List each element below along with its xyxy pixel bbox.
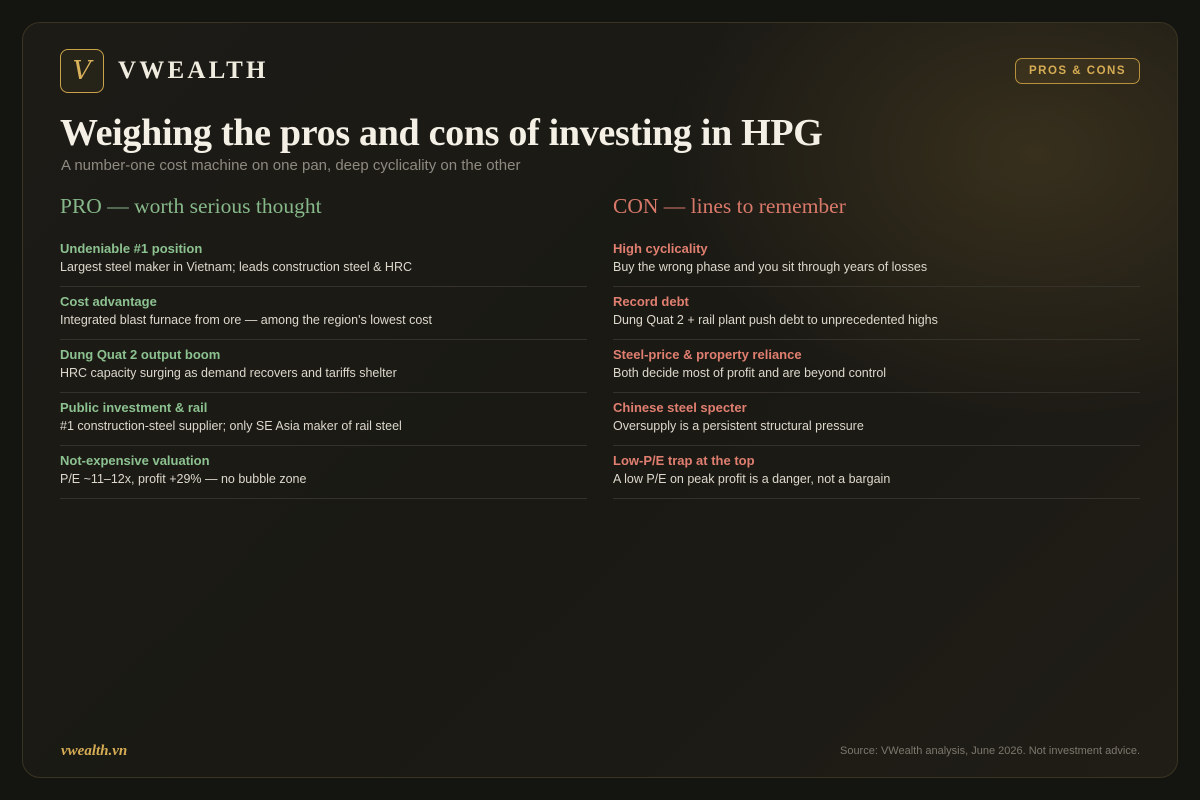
page-title: Weighing the pros and cons of investing in HPG [60, 112, 823, 154]
pro-item-title: Dung Quat 2 output boom [60, 347, 221, 362]
pro-item [60, 234, 587, 287]
con-item [613, 393, 1140, 446]
pro-item-desc: Integrated blast furnace from ore — among the region's lowest cost [60, 313, 433, 327]
pro-item [60, 446, 587, 499]
page-subtitle: A number-one cost machine on one pan, deep cyclicality on the other [61, 157, 521, 174]
pros-cons-badge: PROS & CONS [1015, 58, 1140, 84]
footer-source-note: Source: VWealth analysis, June 2026. Not investment advice. [839, 745, 1140, 757]
pro-item-title: Undeniable #1 position [60, 241, 203, 256]
pro-item-title: Not-expensive valuation [60, 453, 210, 468]
pro-item [60, 287, 587, 340]
footer-site: vwealth.vn [61, 743, 128, 759]
con-item-desc: Buy the wrong phase and you sit through years of losses [613, 260, 928, 274]
pro-item [60, 393, 587, 446]
pro-item-title: Cost advantage [60, 294, 157, 309]
con-item-desc: Oversupply is a persistent structural pressure [613, 419, 864, 433]
header [60, 48, 1140, 94]
con-item-desc: A low P/E on peak profit is a danger, not a bargain [613, 472, 891, 486]
cons-heading: CON — lines to remember [613, 194, 846, 218]
pro-item-desc: HRC capacity surging as demand recovers and tariffs shelter [60, 366, 397, 380]
brand-logo [60, 49, 269, 93]
con-item [613, 446, 1140, 499]
pros-heading: PRO — worth serious thought [60, 194, 322, 218]
con-item-title: Steel-price & property reliance [613, 347, 802, 362]
pro-item-desc: #1 construction-steel supplier; only SE Asia maker of rail steel [60, 419, 402, 433]
con-item [613, 234, 1140, 287]
pros-cons-card [22, 22, 1178, 778]
con-item-desc: Dung Quat 2 + rail plant push debt to unprecedented highs [613, 313, 938, 327]
con-item-title: High cyclicality [613, 241, 708, 256]
con-item-desc: Both decide most of profit and are beyond control [613, 366, 887, 380]
con-item-title: Record debt [613, 294, 689, 309]
pro-item-desc: Largest steel maker in Vietnam; leads construction steel & HRC [60, 260, 413, 274]
pro-item-desc: P/E ~11–12x, profit +29% — no bubble zone [60, 472, 307, 486]
logo-mark-icon: V [60, 49, 104, 93]
con-item [613, 340, 1140, 393]
cons-column [613, 194, 1140, 499]
brand-name: VWEALTH [118, 57, 269, 84]
pro-item-title: Public investment & rail [60, 400, 208, 415]
pro-item [60, 340, 587, 393]
con-item-title: Low-P/E trap at the top [613, 453, 755, 468]
con-item [613, 287, 1140, 340]
con-item-title: Chinese steel specter [613, 400, 747, 415]
pros-column [60, 194, 587, 499]
